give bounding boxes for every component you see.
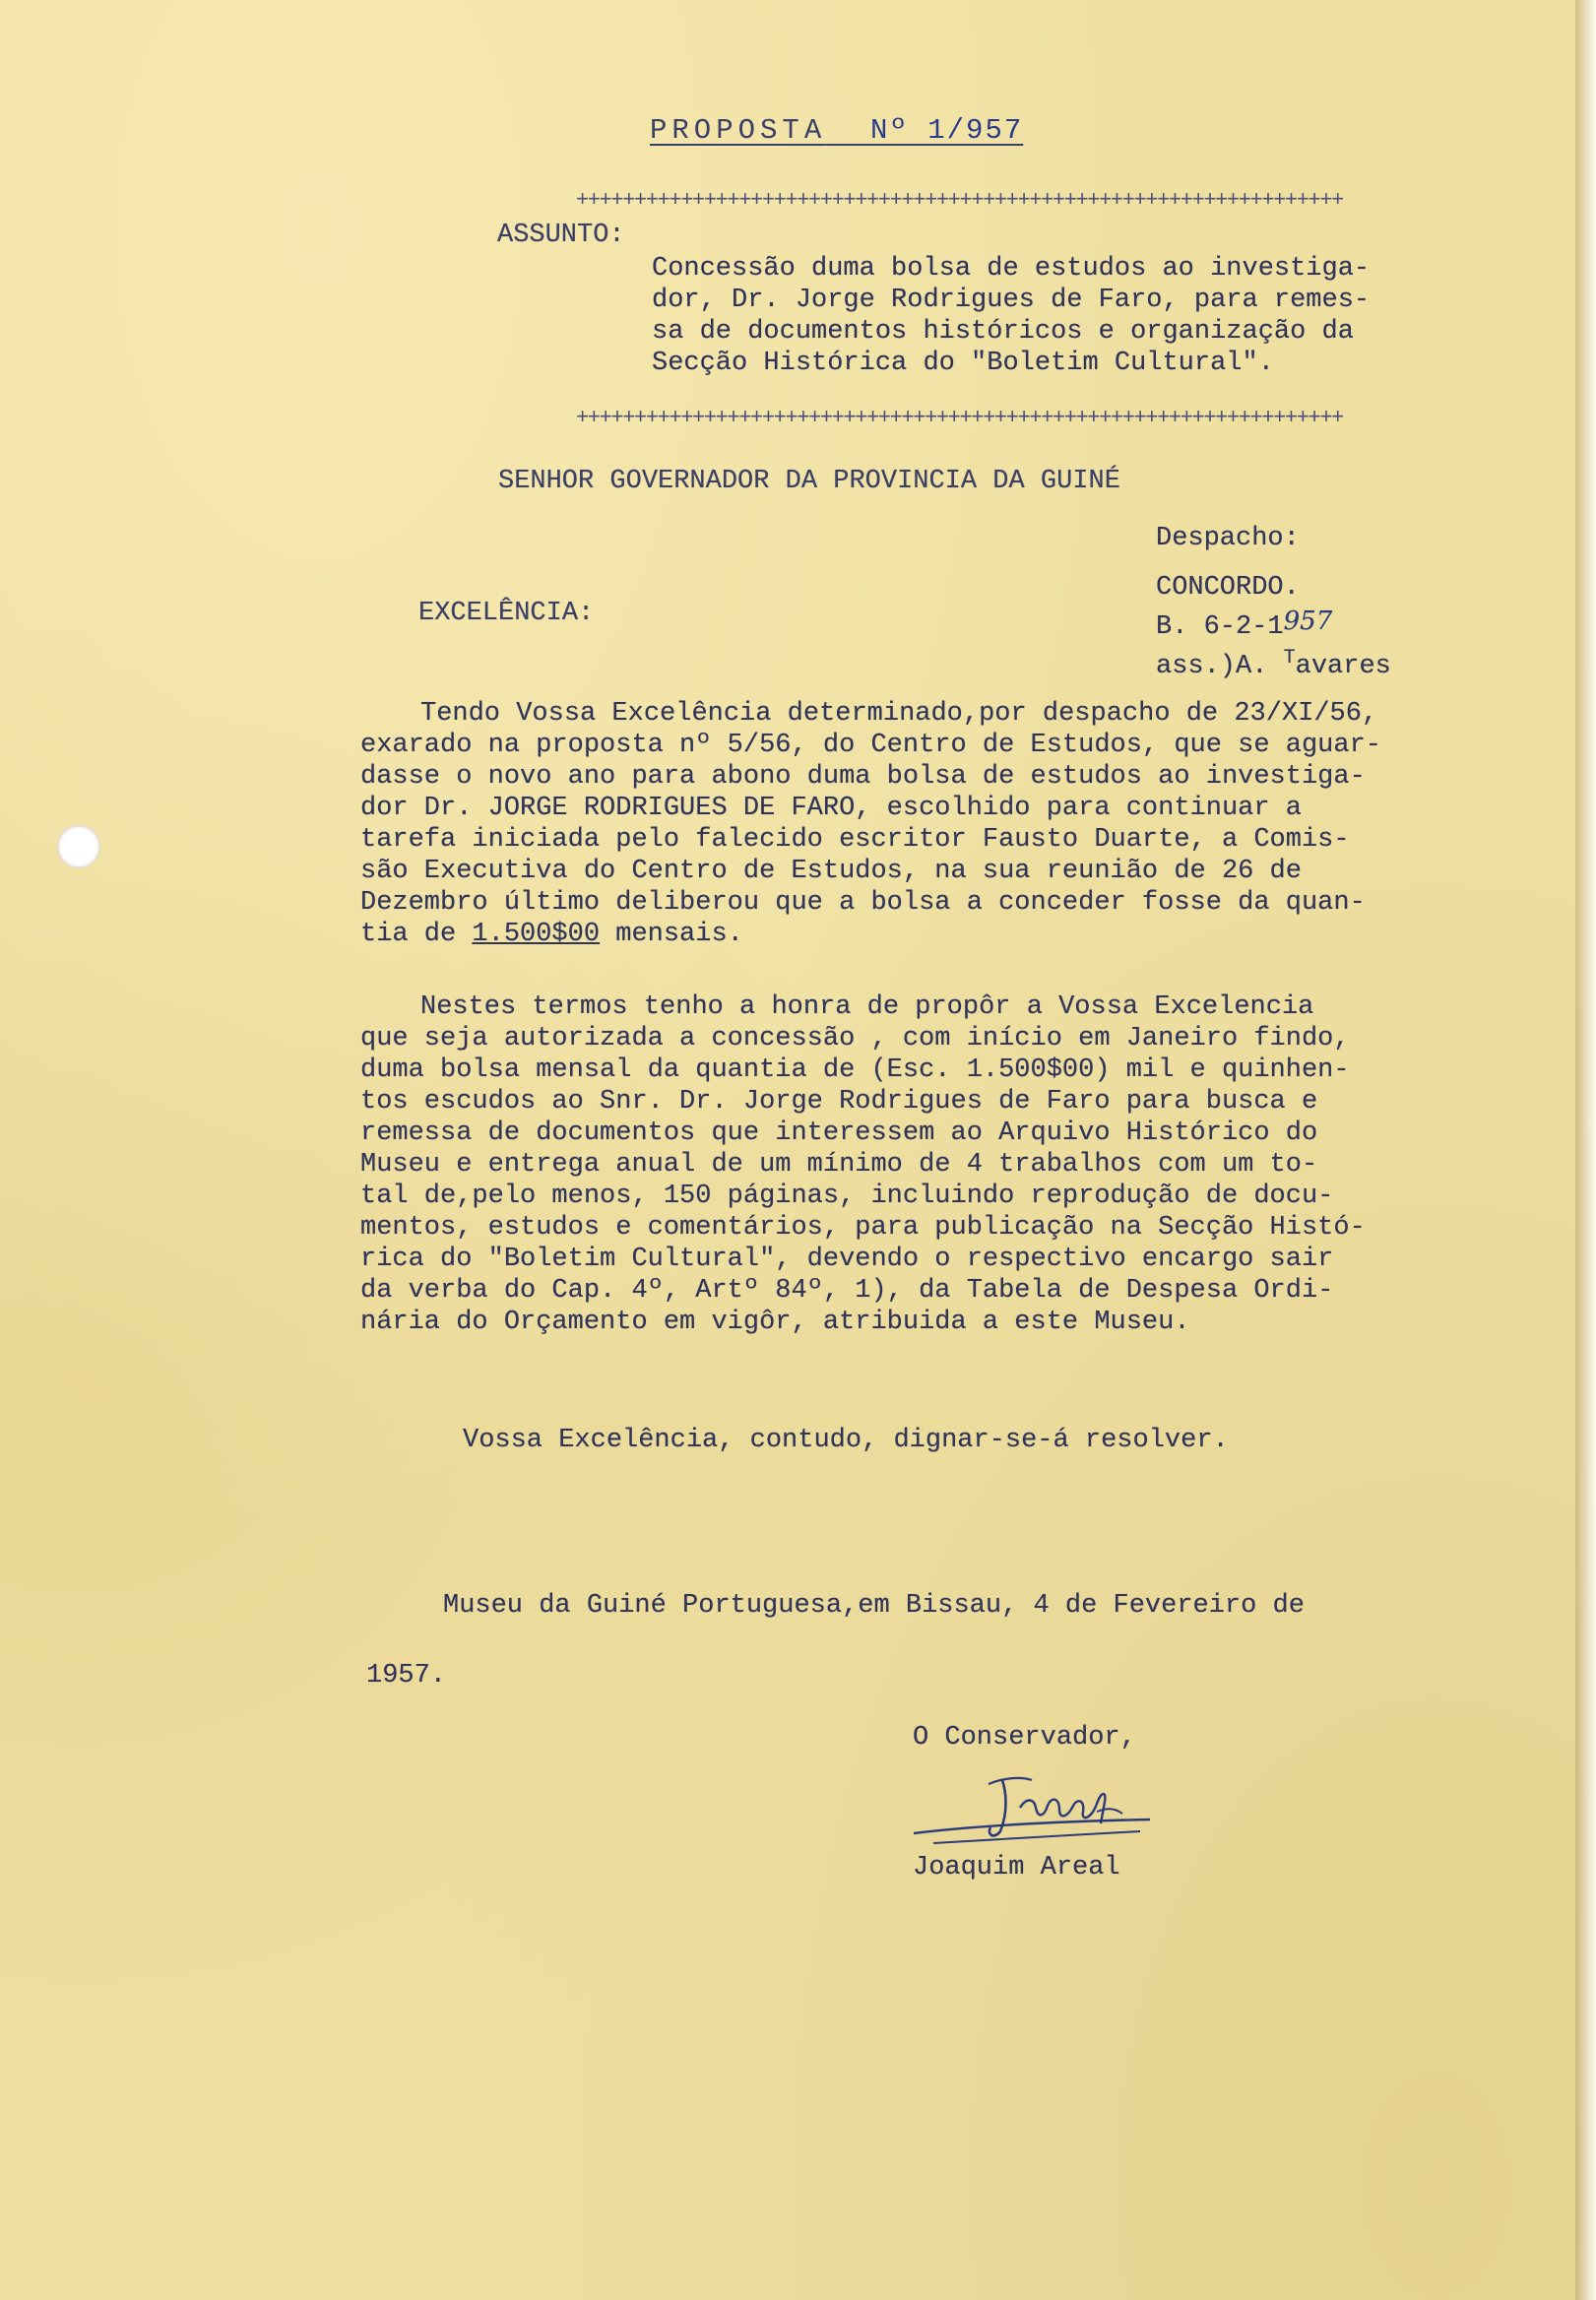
dispatch-date-typed: B. 6-2-1	[1156, 612, 1284, 642]
paragraph-line: Dezembro último deliberou que a bolsa a conceder fosse da quan-	[360, 888, 1366, 918]
paragraph-line: nária do Orçamento em vigôr, atribuida a este Museu.	[360, 1308, 1190, 1337]
amount-suffix: mensais.	[600, 920, 743, 949]
dispatch-sign-typed: ass.)A.	[1156, 652, 1284, 681]
dispatch-date-handwritten: 957	[1283, 607, 1333, 636]
paragraph-line: dasse o novo ano para abono duma bolsa de estudos ao investiga-	[360, 762, 1366, 792]
paragraph-line: remessa de documentos que interessem ao Arquivo Histórico do	[360, 1118, 1318, 1148]
paragraph-line: mentos, estudos e comentários, para publicação na Secção Histó-	[360, 1213, 1366, 1243]
subject-line: dor, Dr. Jorge Rodrigues de Faro, para remes-	[652, 286, 1371, 315]
amount-underlined: 1.500$00	[472, 920, 601, 949]
paragraph-line: rica do "Boletim Cultural", devendo o respectivo encargo sair	[360, 1245, 1334, 1274]
paragraph-line: que seja autorizada a concessão , com início em Janeiro findo,	[360, 1024, 1350, 1054]
subject-label: ASSUNTO:	[497, 221, 625, 250]
document-title	[650, 114, 1023, 147]
paragraph-line: são Executiva do Centro de Estudos, na sua reunião de 26 de	[360, 857, 1302, 886]
separator-top: ++++++++++++++++++++++++++++++++++++++++++++++++++++++++++++++++++	[576, 192, 1343, 210]
paragraph-line: Tendo Vossa Excelência determinado,por despacho de 23/XI/56,	[420, 699, 1378, 729]
signer-name: Joaquim Areal	[913, 1853, 1120, 1883]
dispatch-decision: CONCORDO.	[1156, 573, 1300, 603]
paragraph-line: duma bolsa mensal da quantia de (Esc. 1.500$00) mil e quinhen-	[360, 1055, 1350, 1085]
salutation: EXCELÊNCIA:	[418, 599, 595, 628]
paragraph-line-last	[360, 918, 743, 951]
punch-hole	[57, 825, 100, 868]
paragraph-line: exarado na proposta nº 5/56, do Centro de Estudos, que se aguar-	[360, 731, 1381, 760]
dispatch-sign-rest: avares	[1295, 652, 1391, 681]
amount-prefix: tia de	[360, 920, 473, 949]
year: 1957.	[366, 1661, 447, 1691]
page-edge-shadow	[1575, 0, 1596, 2300]
paragraph-line: tarefa iniciada pelo falecido escritor Fausto Duarte, a Comis-	[360, 825, 1350, 855]
paragraph-line: Museu e entrega anual de um mínimo de 4 trabalhos com um to-	[360, 1150, 1318, 1180]
paragraph-line: tal de,pelo menos, 150 páginas, incluindo reprodução de docu-	[360, 1182, 1334, 1211]
addressee: SENHOR GOVERNADOR DA PROVINCIA DA GUINÉ	[498, 467, 1120, 496]
closing-formula: Vossa Excelência, contudo, dignar-se-á resolver.	[463, 1426, 1229, 1455]
place-and-date: Museu da Guiné Portuguesa,em Bissau, 4 de Fevereiro de	[443, 1591, 1305, 1621]
dispatch-sign-handwritten: T	[1283, 647, 1296, 670]
paragraph-line: tos escudos ao Snr. Dr. Jorge Rodrigues de Faro para busca e	[360, 1087, 1318, 1117]
title-label: PROPOSTA	[650, 114, 827, 147]
dispatch-date	[1156, 608, 1332, 644]
proposal-number: Nº 1/957	[870, 114, 1024, 147]
subject-line: Secção Histórica do "Boletim Cultural".	[652, 349, 1274, 378]
subject-line: sa de documentos históricos e organização da	[652, 317, 1354, 347]
subject-line: Concessão duma bolsa de estudos ao investiga-	[652, 254, 1371, 284]
paragraph-line: da verba do Cap. 4º, Artº 84º, 1), da Tabela de Despesa Ordi-	[360, 1276, 1334, 1306]
paragraph-line: Nestes termos tenho a honra de propôr a Vossa Excelencia	[420, 992, 1314, 1022]
dispatch-label: Despacho:	[1156, 524, 1300, 553]
signer-role: O Conservador,	[913, 1723, 1136, 1753]
dispatch-signature	[1156, 642, 1391, 683]
paragraph-line: dor Dr. JORGE RODRIGUES DE FARO, escolhido para continuar a	[360, 794, 1302, 823]
separator-bottom: ++++++++++++++++++++++++++++++++++++++++++++++++++++++++++++++++++	[576, 410, 1343, 427]
